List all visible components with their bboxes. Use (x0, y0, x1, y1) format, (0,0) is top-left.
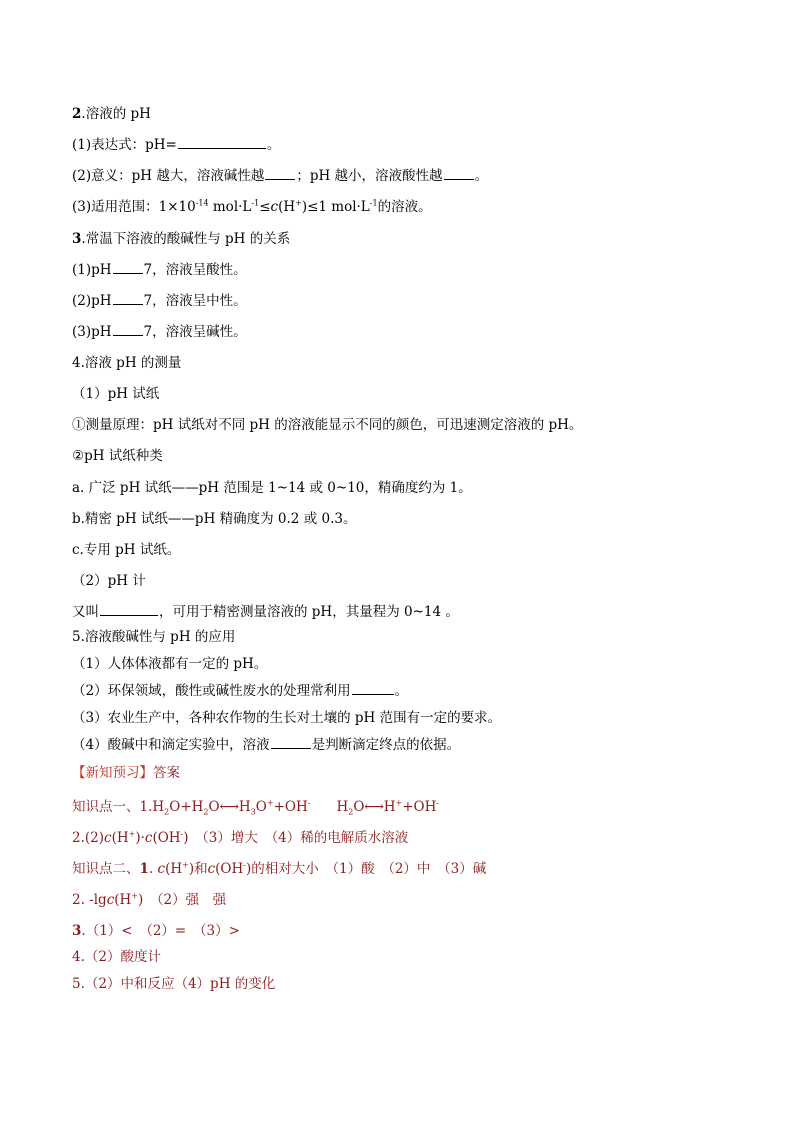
sec4-item-b: b.精密 pH 试纸——pH 精确度为 0.2 或 0.3。 (72, 511, 357, 527)
section-3-title: 3.常温下溶液的酸碱性与 pH 的关系 (72, 231, 291, 247)
sec5-item-2: （2）环保领域，酸性或碱性废水的处理常利用 。 (72, 683, 409, 699)
sec3-acid-line: (1)pH 7，溶液呈酸性。 (72, 262, 247, 278)
sec4-paper-types: ②pH 试纸种类 (72, 448, 163, 464)
answer-k6: 4.（2）酸度计 (72, 949, 161, 965)
sec4-item-a: a. 广泛 pH 试纸——pH 范围是 1~14 或 0~10，精确度约为 1。 (72, 480, 472, 496)
answer-k4: 2. -lgc(H+) （2）强 强 (72, 891, 227, 908)
answer-blank (271, 736, 311, 749)
sec2-expression-line: (1)表达式：pH= 。 (72, 137, 281, 153)
answer-k1: 知识点一、$1.H_2O+H_2O⟷H_3O^++OH^-$ $H_2O⟷H^++OH^-$ (72, 798, 440, 817)
sec4-item-c: c.专用 pH 试纸。 (72, 542, 181, 558)
answer-k3: 知识点二、1. c(H+)和c(OH-)的相对大小 （1）酸 （2）中 （3）碱 (72, 860, 487, 877)
section-4-title: 4.溶液 pH 的测量 (72, 355, 182, 371)
answer-blank (113, 261, 143, 274)
sec5-item-1: （1）人体体液都有一定的 pH。 (72, 656, 268, 672)
sec2-meaning-line: (2)意义：pH 越大，溶液碱性越 ；pH 越小，溶液酸性越 。 (72, 168, 489, 184)
sec4-ph-meter-heading: （2）pH 计 (72, 573, 146, 589)
sec5-item-4: （4）酸碱中和滴定实验中，溶液 是判断滴定终点的依据。 (72, 737, 461, 753)
sec4-meter-line: 又叫 ，可用于精密测量溶液的 pH，其量程为 0~14 。 (72, 604, 459, 620)
sec3-neutral-line: (2)pH 7，溶液呈中性。 (72, 293, 247, 309)
answer-blank (113, 292, 143, 305)
answer-blank (178, 136, 266, 149)
answer-blank (113, 323, 143, 336)
sec3-base-line: (3)pH 7，溶液呈碱性。 (72, 324, 247, 340)
answer-k7: 5.（2）中和反应（4）pH 的变化 (72, 976, 276, 992)
answer-k2: 2.(2)c(H+)·c(OH-) （3）增大 （4）稀的电解质水溶液 (72, 829, 409, 846)
answer-blank (352, 682, 394, 695)
section-5-title: 5.溶液酸碱性与 pH 的应用 (72, 629, 236, 645)
section-2-title: 2.溶液的 pH (72, 106, 151, 122)
sec5-item-3: （3）农业生产中，各种农作物的生长对土壤的 pH 范围有一定的要求。 (72, 710, 502, 726)
sec2-range-line: (3)适用范围：$1\times 10^{-14}$ $mol\cdot L^{-1}\le c(H^+)\le 1$ $mol\cdot L^{-1}$的溶液。 (72, 198, 432, 215)
answers-header: 【新知预习】答案 (72, 765, 180, 781)
answer-blank (444, 167, 474, 180)
sec4-ph-paper-heading: （1）pH 试纸 (72, 386, 160, 402)
answer-k5: 3.（1）< （2）= （3）> (72, 923, 240, 939)
answer-blank (265, 167, 295, 180)
answer-blank (100, 603, 158, 616)
sec4-principle: ①测量原理：pH 试纸对不同 pH 的溶液能显示不同的颜色，可迅速测定溶液的 pH。 (72, 417, 583, 433)
